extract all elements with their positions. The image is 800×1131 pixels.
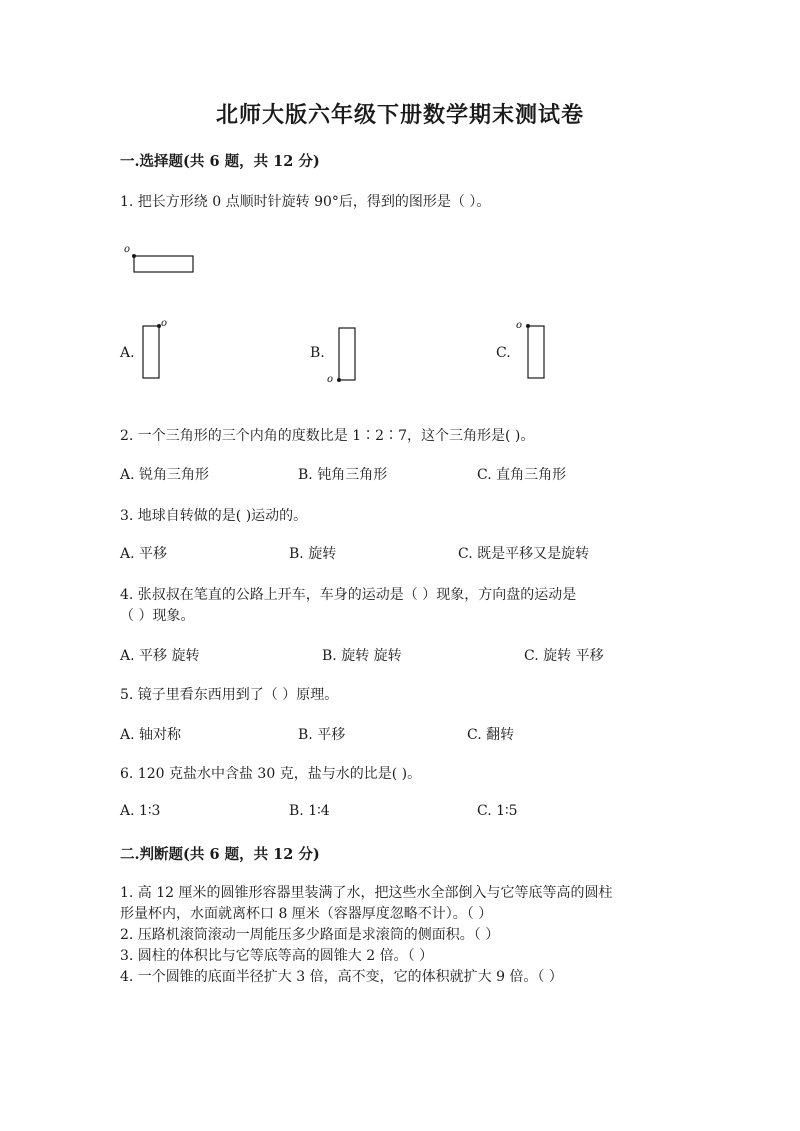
question-6-text: 6. 120 克盐水中含盐 30 克，盐与水的比是( )。 bbox=[120, 766, 422, 782]
q4-option-a[interactable]: A. 平移 旋转 bbox=[120, 648, 200, 664]
q6-option-c[interactable]: C. 1∶5 bbox=[477, 803, 518, 819]
q3-option-a[interactable]: A. 平移 bbox=[120, 546, 168, 562]
q5-option-a[interactable]: A. 轴对称 bbox=[120, 727, 182, 743]
q1-option-c-figure bbox=[512, 318, 552, 382]
q1-option-b-point-label: o bbox=[327, 374, 334, 385]
q5-option-b[interactable]: B. 平移 bbox=[298, 727, 346, 743]
q1-option-a-figure bbox=[140, 318, 180, 382]
q1-option-b[interactable]: B. bbox=[310, 345, 325, 361]
q3-option-c[interactable]: C. 既是平移又是旋转 bbox=[458, 546, 590, 562]
tf-item-1-line-2: 形量杯内，水面就离杯口 8 厘米（容器厚度忽略不计）。（ ） bbox=[120, 906, 493, 922]
question-5-text: 5. 镜子里看东西用到了（ ）原理。 bbox=[120, 687, 339, 703]
q1-point-label: o bbox=[124, 244, 131, 255]
q6-option-b[interactable]: B. 1∶4 bbox=[289, 803, 330, 819]
section-heading-choice: 一.选择题(共 6 题，共 12 分) bbox=[120, 153, 320, 170]
q4-option-c[interactable]: C. 旋转 平移 bbox=[524, 648, 604, 664]
tf-item-3: 3. 圆柱的体积比与它等底等高的圆锥大 2 倍。（ ） bbox=[120, 948, 434, 964]
q4-option-b[interactable]: B. 旋转 旋转 bbox=[322, 648, 402, 664]
q5-option-c[interactable]: C. 翻转 bbox=[467, 727, 515, 743]
q6-option-a[interactable]: A. 1∶3 bbox=[120, 803, 161, 819]
q1-option-c-point-label: o bbox=[516, 320, 523, 331]
q2-option-a[interactable]: A. 锐角三角形 bbox=[120, 467, 210, 483]
q2-option-b[interactable]: B. 钝角三角形 bbox=[298, 467, 388, 483]
q1-option-c[interactable]: C. bbox=[496, 345, 511, 361]
q2-option-c[interactable]: C. 直角三角形 bbox=[477, 467, 567, 483]
section-heading-true-false: 二.判断题(共 6 题，共 12 分) bbox=[120, 846, 320, 863]
tf-item-1-line-1: 1. 高 12 厘米的圆锥形容器里装满了水，把这些水全部倒入与它等底等高的圆柱 bbox=[120, 885, 613, 901]
q1-option-a[interactable]: A. bbox=[120, 345, 135, 361]
question-1-text: 1. 把长方形绕 0 点顺时针旋转 90°后，得到的图形是（ ）。 bbox=[120, 194, 491, 210]
page-title: 北师大版六年级下册数学期末测试卷 bbox=[215, 102, 584, 128]
q1-original-rectangle-figure bbox=[120, 240, 200, 276]
tf-item-2: 2. 压路机滚筒滚动一周能压多少路面是求滚筒的侧面积。（ ） bbox=[120, 927, 500, 943]
question-4-text-line-1: 4. 张叔叔在笔直的公路上开车，车身的运动是（ ）现象，方向盘的运动是 bbox=[120, 587, 577, 603]
tf-item-4: 4. 一个圆锥的底面半径扩大 3 倍，高不变，它的体积就扩大 9 倍。（ ） bbox=[120, 969, 563, 985]
q1-option-b-figure bbox=[325, 324, 365, 386]
question-2-text: 2. 一个三角形的三个内角的度数比是 1∶2∶7，这个三角形是( )。 bbox=[120, 428, 535, 444]
q3-option-b[interactable]: B. 旋转 bbox=[289, 546, 337, 562]
q1-option-a-point-label: o bbox=[161, 318, 168, 329]
question-3-text: 3. 地球自转做的是( )运动的。 bbox=[120, 508, 308, 524]
question-4-text-line-2: （ ）现象。 bbox=[120, 608, 195, 624]
